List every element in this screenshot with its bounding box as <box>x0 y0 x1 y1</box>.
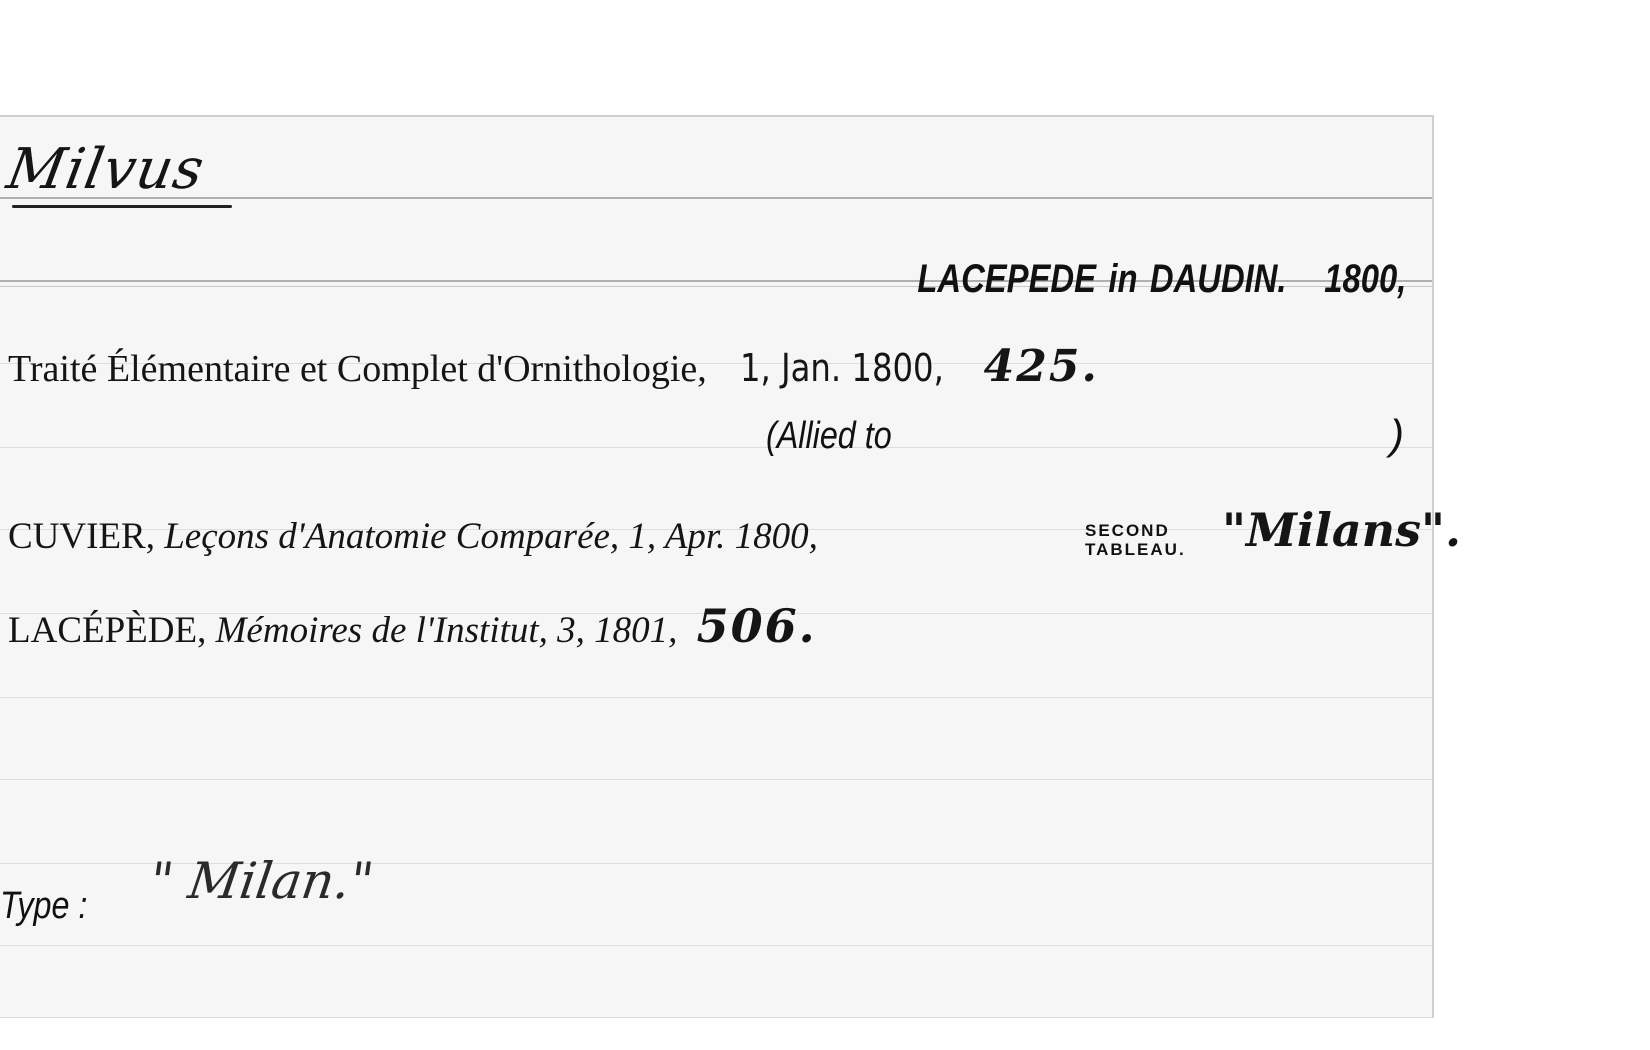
lacepede-author: LACÉPÈDE, <box>8 610 207 651</box>
treatise-page: 425. <box>983 341 1099 392</box>
ruled-line <box>0 447 1432 448</box>
lacepede-work: Mémoires de l'Institut, 3, 1801, <box>215 610 678 651</box>
treatise-citation <box>8 341 1099 392</box>
ruled-line <box>0 697 1432 698</box>
genus-name: Milvus <box>2 137 210 202</box>
ruled-line <box>0 779 1432 780</box>
cuvier-work: Leçons d'Anatomie Comparée, 1, Apr. 1800, <box>164 516 818 557</box>
genus-underline <box>12 205 232 208</box>
index-card <box>0 115 1461 1018</box>
second-tableau-label <box>1085 521 1186 559</box>
author-citation <box>917 257 1406 302</box>
cuvier-author: CUVIER, <box>8 516 155 557</box>
tableau-line-1: SECOND <box>1085 521 1170 540</box>
treatise-volume: 1, Jan. 1800, <box>740 346 945 390</box>
lacepede-page: 506. <box>696 599 817 653</box>
ruled-line <box>0 197 1432 199</box>
tableau-line-2: TABLEAU. <box>1085 540 1186 559</box>
type-value: " Milan." <box>145 852 378 910</box>
allied-to-label: (Allied to <box>766 415 892 457</box>
author-year: 1800, <box>1323 257 1406 301</box>
treatise-title: Traité Élémentaire et Complet d'Ornithologie, <box>8 348 707 390</box>
author-name: LACEPEDE in DAUDIN. <box>916 257 1287 301</box>
cuvier-citation <box>8 515 818 558</box>
lacepede-citation <box>8 599 817 653</box>
allied-to-close: ) <box>1390 411 1404 458</box>
milans-name: "Milans". <box>1222 503 1461 557</box>
type-label: Type : <box>0 885 88 927</box>
ruled-line <box>0 945 1432 946</box>
